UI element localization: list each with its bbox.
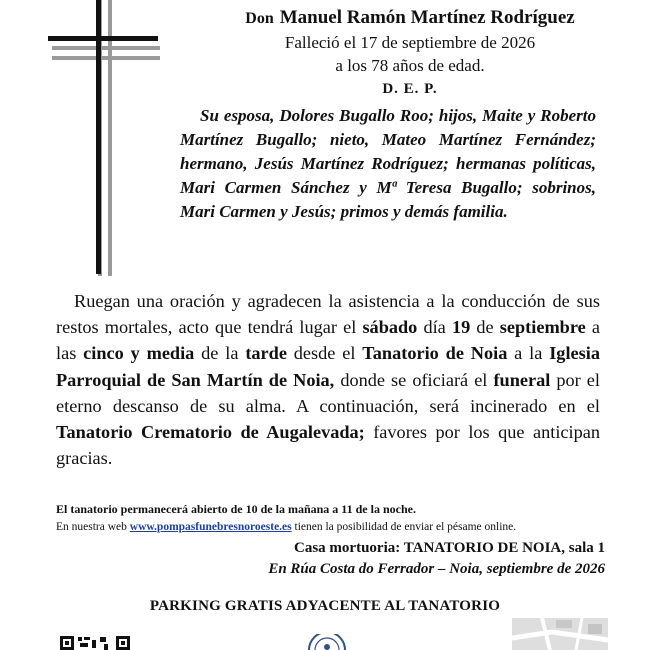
- deceased-name: Manuel Ramón Martínez Rodríguez: [279, 7, 575, 28]
- text-segment: a las: [56, 317, 601, 364]
- text-segment: por el eterno descanso de su alma. A continuación, será incinerado en el: [56, 369, 600, 416]
- family-list: Su esposa, Dolores Bugallo Roo; hijos, Maite y Roberto Martínez Bugallo; nieto, Mateo Martínez Fernández; hermano, Jesús Martínez Rodríguez; hermanas políticas, Mari Carmen Sánchez y Mª Teresa Bugallo; sobrinos, Mari Carmen y Jesús; primos y demás familia.: [180, 106, 596, 221]
- text-segment: de: [470, 317, 500, 338]
- death-date: Falleció el 17 de septiembre de 2026: [284, 33, 536, 52]
- ceremony-paragraph: [56, 288, 600, 471]
- opening-hours-note: El tanatorio permanecerá abierto de 10 de la mañana a 11 de la noche.: [56, 502, 416, 516]
- text-segment: a la: [507, 343, 550, 364]
- mortuary-line: [200, 538, 605, 558]
- text-segment: donde se oficiará el: [334, 369, 494, 390]
- web-note-suffix: tienen la posibilidad de enviar el pésame online.: [291, 521, 517, 533]
- period: tarde: [245, 343, 287, 364]
- mortuary-place: TANATORIO DE NOIA, sala 1: [403, 540, 605, 556]
- cross-icon: [48, 0, 160, 276]
- text-segment: de la: [194, 343, 246, 364]
- text-segment: desde el: [286, 343, 363, 364]
- crematorium: Tanatorio Crematorio de Augalevada;: [56, 422, 365, 443]
- text-segment: favores por los que anticipan gracias.: [56, 422, 600, 469]
- place-date-line: En Rúa Costa do Ferrador – Noia, septiembre de 2026: [268, 561, 605, 577]
- obituary-header: [180, 6, 640, 100]
- month: septiembre: [499, 317, 586, 338]
- text-segment: Ruegan una oración y agradecen la asistencia a la conducción de sus restos mortales, acto que tendrá lugar el: [56, 291, 600, 338]
- hour: cinco y media: [83, 343, 195, 364]
- day-number: 19: [451, 317, 471, 338]
- website-link[interactable]: www.pompasfunebresnoroeste.es: [129, 521, 292, 533]
- web-note-prefix: En nuestra web: [56, 521, 130, 533]
- qr-code-icon[interactable]: [60, 634, 130, 650]
- mortuary-label: Casa mortuoria:: [294, 540, 404, 556]
- church: Iglesia Parroquial de San Martín de Noia,: [56, 343, 600, 390]
- origin-place: Tanatorio de Noia: [362, 343, 508, 364]
- location-map-icon[interactable]: [512, 618, 608, 650]
- text-segment: día: [417, 317, 452, 338]
- funeral-logo-icon: [304, 634, 350, 650]
- deceased-name-line: [180, 6, 640, 31]
- funeral: funeral: [493, 369, 551, 390]
- dep-line: D. E. P.: [382, 81, 438, 97]
- day-name: sábado: [362, 317, 418, 338]
- parking-notice: PARKING GRATIS ADYACENTE AL TANATORIO: [149, 598, 501, 614]
- honorific: Don: [245, 10, 274, 27]
- web-note: [56, 519, 616, 535]
- age-line: a los 78 años de edad.: [335, 56, 485, 75]
